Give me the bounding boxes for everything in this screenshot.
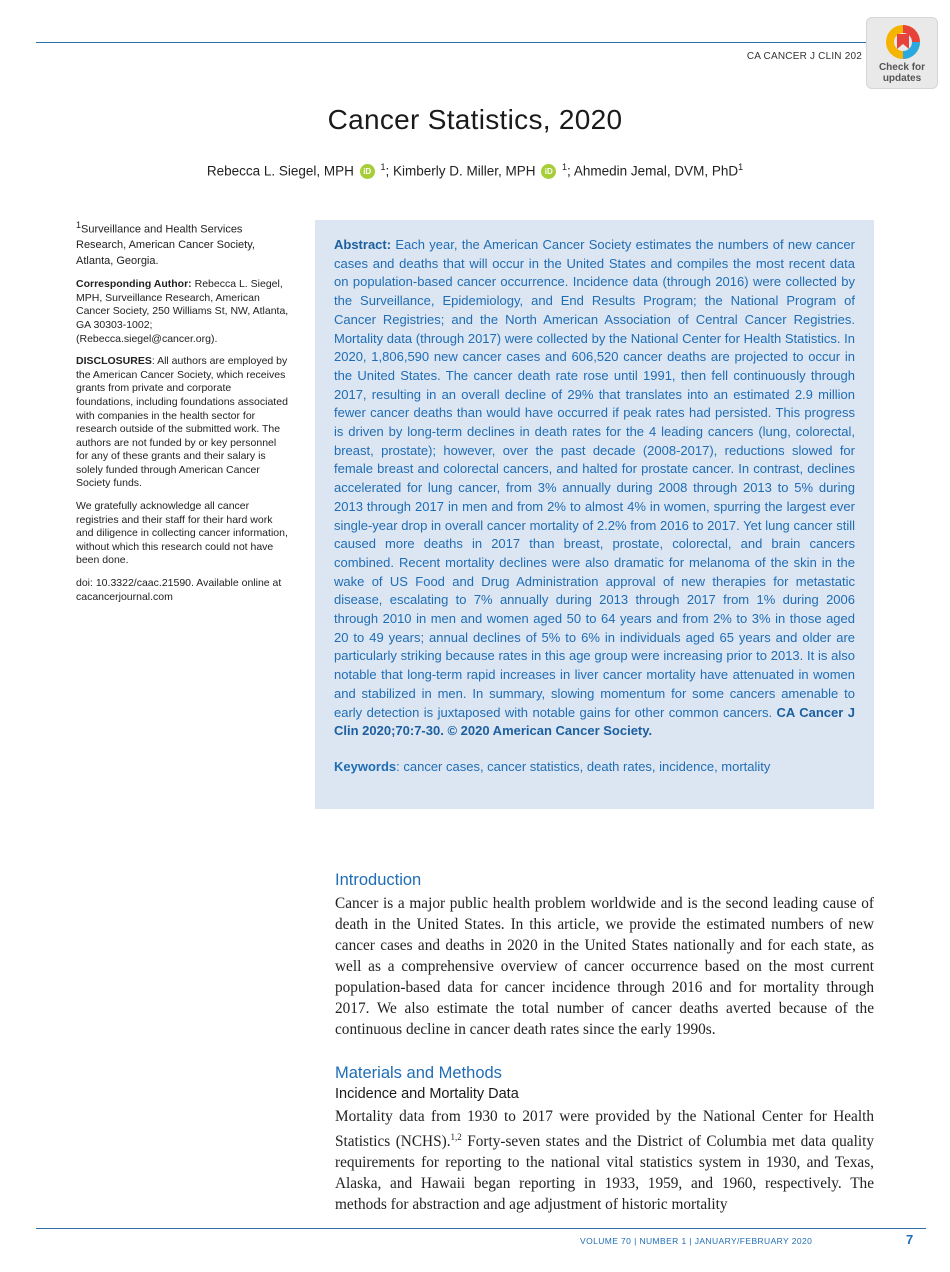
journal-reference: CA CANCER J CLIN 202 (746, 51, 862, 62)
methods-text: Mortality data from 1930 to 2017 were provided by the National Center for Health Statistics (NCHS).$^{1,2}$ Forty-seven states and the District of Columbia met data quality requirements for reporting to the national vital statistics system in 1930, and Texas, Alaska, and Hawaii began reporting in 1933, 1959, and 1960, respectively. The methods for abstraction and age adjustment of historic mortality (335, 1108, 874, 1214)
author-name: Ahmedin Jemal, DVM, PhD (573, 163, 739, 179)
crossmark-icon (883, 22, 923, 62)
page-number: 7 (906, 1232, 914, 1247)
author-affil: 1 (380, 162, 386, 172)
orcid-icon[interactable]: iD (541, 164, 556, 179)
sidebar-notes (76, 218, 290, 613)
check-for-updates-badge[interactable] (866, 17, 938, 89)
affiliation: $^1$Surveillance and Health Services Research, American Cancer Society, Atlanta, Georgia. (76, 220, 255, 267)
header-rule (36, 42, 926, 43)
crossmark-label-1: Check for (878, 62, 926, 73)
author-affil: 1 (562, 162, 568, 172)
methods-heading: Materials and Methods (335, 1064, 502, 1082)
keywords: Keywords: cancer cases, cancer statistics, death rates, incidence, mortality (334, 758, 771, 774)
intro-text: Cancer is a major public health problem worldwide and is the second leading cause of death in the United States. In this article, we provide the estimated numbers of new cancer cases and deaths in 2020 in the United States nationally and for each state, as well as a comprehensive overview of cancer occurrence based on the most current population-based data for cancer incidence through 2016 and for mortality through 2017. We also estimate the total number of cancer deaths averted because of the continuous decline in cancer death rates since the early 1990s. (335, 895, 874, 1038)
author-name: Rebecca L. Siegel, MPH (206, 163, 354, 179)
corresponding-author: Corresponding Author: Rebecca L. Siegel, MPH, Surveillance Research, American Cancer Society, 250 Williams St, NW, Atlanta, GA 30303-1002; (Rebecca.siegel@cancer.org). (76, 278, 289, 345)
doi-line[interactable]: doi: 10.3322/caac.21590. Available online at cacancerjournal.com (76, 577, 282, 603)
abstract-label: Abstract: (334, 237, 392, 252)
abstract-text: Abstract: Each year, the American Cancer Society estimates the numbers of new cancer cases and deaths that will occur in the United States and compiles the most recent data on population-based cancer occurrence. Incidence data (through 2016) were collected by the Surveillance, Epidemiology, and End Results Program; the National Program of Cancer Registries; and the North American Association of Central Cancer Registries. Mortality data (through 2017) were collected by the National Center for Health Statistics. In 2020, 1,806,590 new cancer cases and 606,520 cancer deaths are projected to occur in the United States. The cancer death rate rose until 1991, then fell continuously through 2017, resulting in an overall decline of 29% that translates into an estimated 2.9 million fewer cancer deaths than would have occurred if peak rates had persisted. This progress is driven by long-term declines in death rates for the 4 leading cancers (lung, colorectal, breast, prostate); however, over the past decade (2008-2017), reductions slowed for female breast and colorectal cancers, and halted for prostate cancer. In contrast, declines accelerated for lung cancer, from 3% annually during 2008 through 2013 to 5% during 2013 through 2017 in men and from 2% to almost 4% in women, spurring the largest ever single-year drop in overall cancer mortality of 2.2% from 2016 to 2017. Yet lung cancer still caused more deaths in 2017 than breast, prostate, colorectal, and brain cancers combined. Recent mortality declines were also dramatic for melanoma of the skin in the wake of US Food and Drug Administration approval of new therapies for metastatic disease, escalating to 7% annually during 2013 through 2017 from 1% during 2006 through 2010 in men and women aged 50 to 64 years and from 2% to 3% in those aged 20 to 49 years; annual declines of 5% to 6% in individuals aged 65 years and older are particularly striking because rates in this age group were increasing prior to 2013. It is also notable that long-term rapid increases in liver cancer mortality have attenuated in women and stabilized in men. In summary, slowing momentum for some cancers amenable to early detection is juxtaposed with notable gains for other common cancers. CA Cancer J Clin 2020;70:7-30. © 2020 American Cancer Society. (334, 237, 855, 739)
page-title: Cancer Statistics, 2020 (327, 104, 623, 135)
intro-heading: Introduction (335, 871, 422, 889)
author-name: Kimberly D. Miller, MPH (392, 163, 536, 179)
disclosures: DISCLOSURES: All authors are employed by the American Cancer Society, which receives grants from private and corporate foundations, including foundations associated with companies in the health sector for research outside of the submitted work. The authors are not funded by or key personnel for any of these grants and their salary is solely funded through American Cancer Society funds. (76, 355, 288, 490)
footer-issue-info: VOLUME 70 | NUMBER 1 | JANUARY/FEBRUARY 2020 (580, 1236, 813, 1246)
author-affil: 1 (738, 162, 744, 172)
author-list: Rebecca L. Siegel, MPH iD $^1$; Kimberly D. Miller, MPH iD $^1$; Ahmedin Jemal, DVM, PhD$^1$ (206, 162, 744, 179)
crossmark-label-2: updates (882, 73, 922, 84)
abstract-citation: CA Cancer J Clin 2020;70:7-30. © 2020 American Cancer Society. (334, 704, 855, 739)
footer-rule (36, 1228, 926, 1229)
acknowledgment: We gratefully acknowledge all cancer registries and their staff for their hard work and diligence in collecting cancer information, without which this research could not have been done. (76, 500, 288, 567)
orcid-icon[interactable]: iD (360, 164, 375, 179)
abstract-box (315, 220, 874, 809)
methods-subheading: Incidence and Mortality Data (335, 1086, 519, 1102)
